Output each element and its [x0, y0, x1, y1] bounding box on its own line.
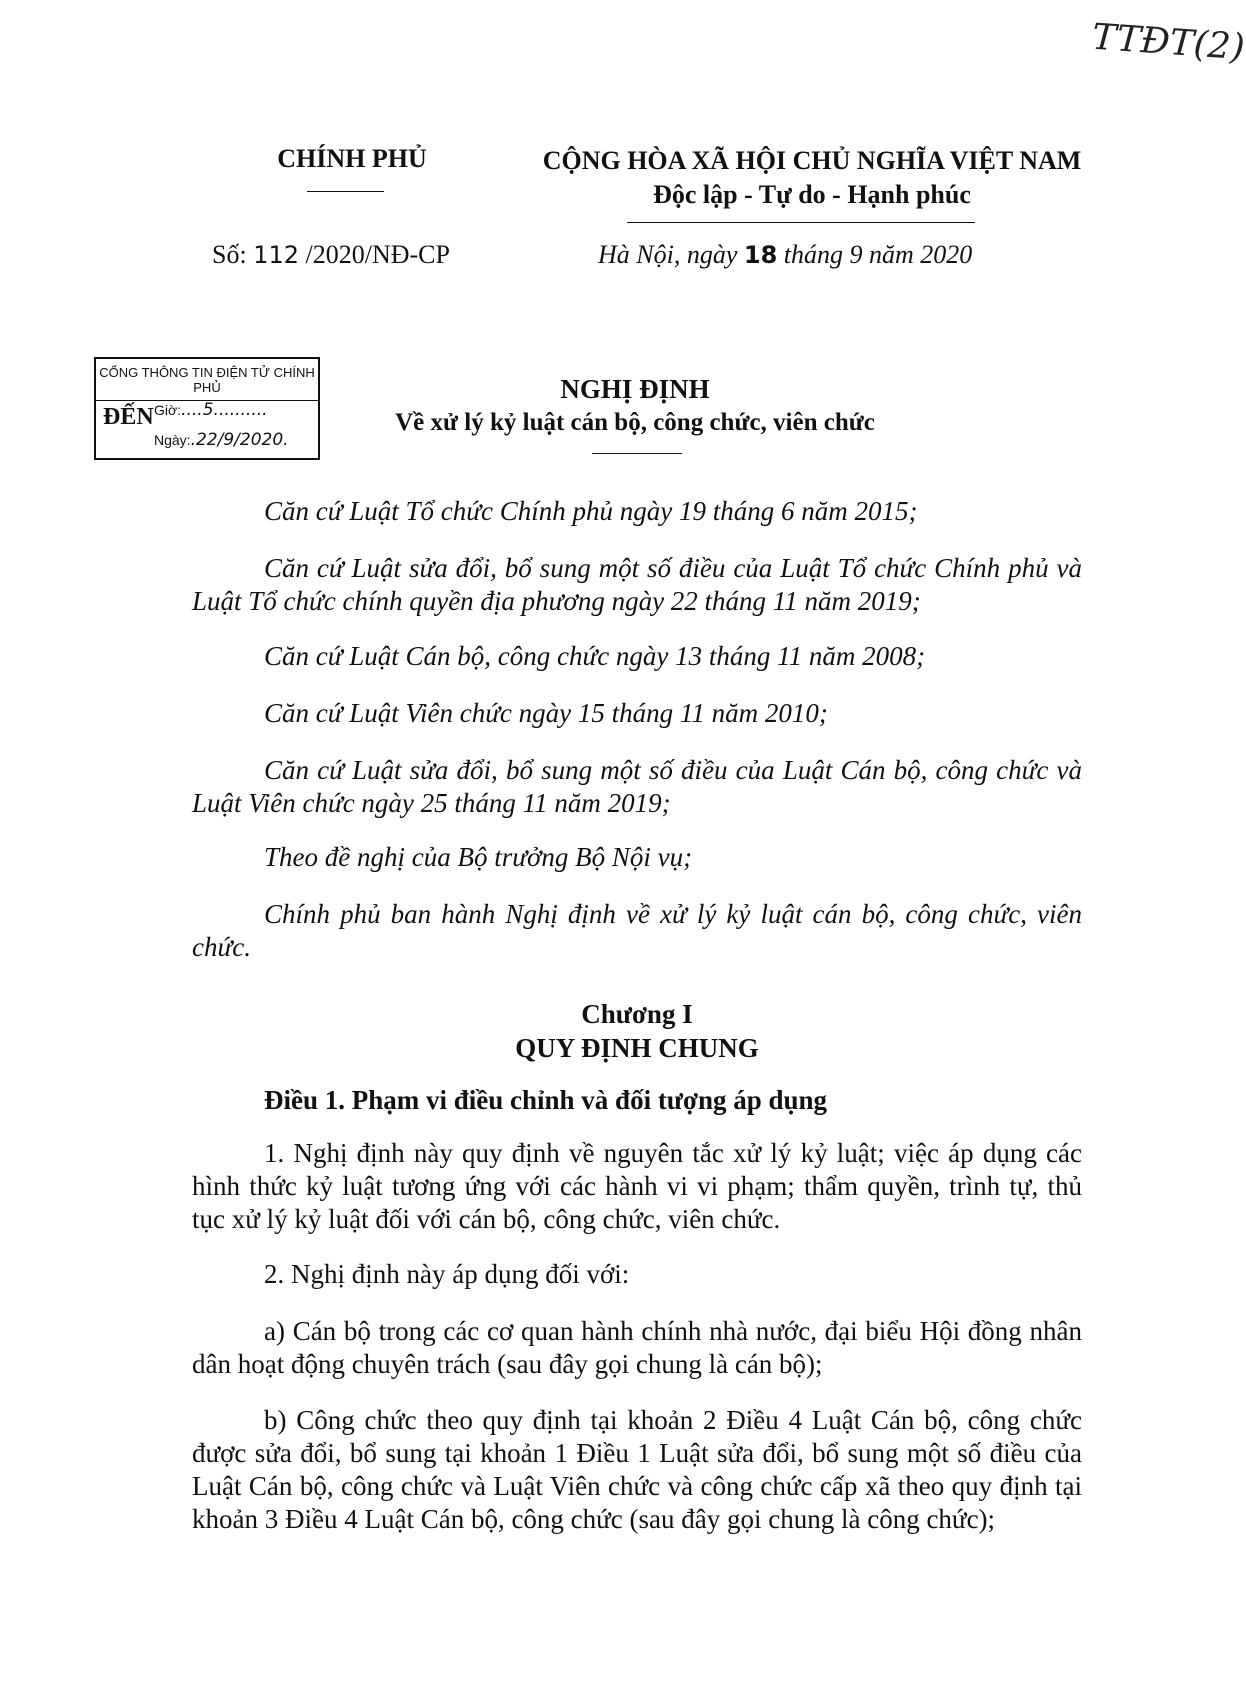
handwritten-note: TTĐT(2): [1090, 16, 1246, 69]
stamp-heading: CỔNG THÔNG TIN ĐIỆN TỬ CHÍNH PHỦ: [96, 365, 318, 401]
country-name: CỘNG HÒA XÃ HỘI CHỦ NGHĨA VIỆT NAM: [542, 146, 1082, 175]
title-underline: [592, 453, 682, 454]
stamp-time-label: Giờ:: [154, 402, 182, 418]
stamp-date: [154, 430, 289, 450]
motto-underline: [627, 222, 975, 223]
chapter-name: QUY ĐỊNH CHUNG: [515, 1033, 759, 1063]
stamp-date-value: .22/9/2020.: [190, 430, 289, 450]
chapter-heading: [192, 997, 1082, 1065]
national-header: [512, 144, 1112, 212]
stamp-date-label: Ngày:: [154, 432, 191, 448]
preamble-item: Căn cứ Luật sửa đổi, bổ sung một số điều của Luật Tổ chức Chính phủ và Luật Tổ chức chính quyền địa phương ngày 22 tháng 11 năm 2019;: [192, 553, 1082, 616]
article-clause: 2. Nghị định này áp dụng đối với:: [264, 1259, 630, 1289]
doc-number-handwritten: 112: [253, 241, 299, 269]
title-subtitle: Về xử lý kỷ luật cán bộ, công chức, viên chức: [395, 409, 875, 436]
preamble-item: Căn cứ Luật Cán bộ, công chức ngày 13 tháng 11 năm 2008;: [264, 641, 926, 671]
stamp-time-value: ....5..........: [181, 400, 268, 420]
document-number: [212, 240, 450, 270]
place-and-date: [598, 240, 972, 270]
chapter-number: Chương I: [581, 999, 693, 1029]
title-main: NGHỊ ĐỊNH: [560, 374, 710, 404]
doc-number-suffix: /2020/NĐ-CP: [299, 240, 450, 269]
agency-underline: [307, 191, 384, 192]
article-clause: b) Công chức theo quy định tại khoản 2 Điều 4 Luật Cán bộ, công chức được sửa đổi, bổ sung tại khoản 1 Điều 1 Luật sửa đổi, bổ sung một số điều của Luật Cán bộ, công chức và Luật Viên chức và công chức cấp xã theo quy định tại khoản 3 Điều 4 Luật Cán bộ, công chức (sau đây gọi chung là công chức);: [192, 1405, 1082, 1534]
stamp-den: ĐẾN: [103, 404, 154, 430]
stamp-time: [154, 400, 268, 420]
document-title: [320, 372, 950, 440]
doc-number-prefix: Số:: [212, 240, 254, 269]
date-day-handwritten: 18: [743, 241, 778, 269]
preamble-item: Chính phủ ban hành Nghị định về xử lý kỷ luật cán bộ, công chức, viên chức.: [192, 899, 1082, 962]
article-heading: Điều 1. Phạm vi điều chỉnh và đối tượng áp dụng: [264, 1085, 828, 1115]
national-motto: Độc lập - Tự do - Hạnh phúc: [653, 180, 971, 209]
preamble-item: Theo đề nghị của Bộ trưởng Bộ Nội vụ;: [264, 842, 693, 872]
date-suffix: tháng 9 năm 2020: [777, 240, 973, 269]
article-clause: 1. Nghị định này quy định về nguyên tắc xử lý kỷ luật; việc áp dụng các hình thức kỷ luật tương ứng với các hành vi vi phạm; thẩm quyền, trình tự, thủ tục xử lý kỷ luật đối với cán bộ, công chức, viên chức.: [192, 1138, 1082, 1234]
article-clause: a) Cán bộ trong các cơ quan hành chính nhà nước, đại biểu Hội đồng nhân dân hoạt động chuyên trách (sau đây gọi chung là cán bộ);: [192, 1316, 1082, 1379]
preamble-item: Căn cứ Luật Viên chức ngày 15 tháng 11 năm 2010;: [264, 698, 828, 728]
issuing-agency: CHÍNH PHỦ: [277, 144, 427, 173]
preamble-item: Căn cứ Luật Tổ chức Chính phủ ngày 19 tháng 6 năm 2015;: [264, 496, 918, 526]
received-stamp: [94, 357, 320, 460]
date-prefix: Hà Nội, ngày: [598, 240, 744, 269]
preamble-item: Căn cứ Luật sửa đổi, bổ sung một số điều của Luật Cán bộ, công chức và Luật Viên chức ngày 25 tháng 11 năm 2019;: [192, 755, 1082, 818]
